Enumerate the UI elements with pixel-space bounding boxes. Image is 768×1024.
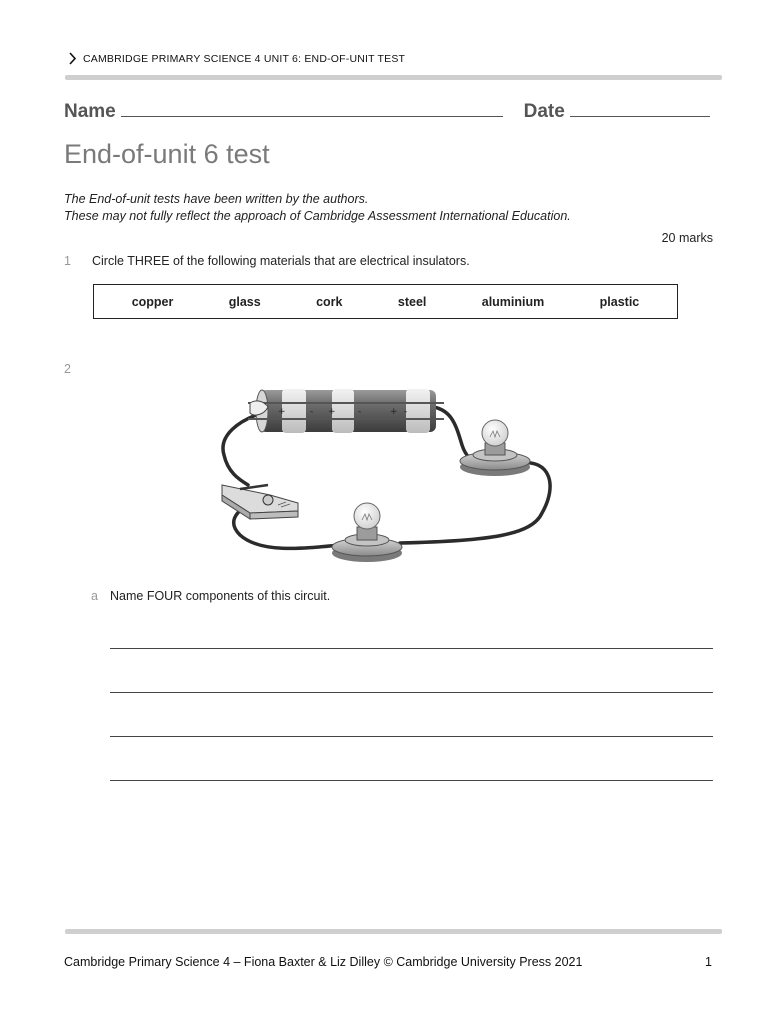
q2-number: 2: [64, 362, 71, 376]
page-title: End-of-unit 6 test: [64, 139, 270, 169]
name-label: Name: [64, 101, 116, 122]
battery-sign: -: [358, 407, 362, 417]
chevron-right-icon: [68, 52, 77, 65]
material-option[interactable]: plastic: [599, 294, 640, 309]
cell-band: [406, 389, 430, 433]
intro-note: [64, 191, 571, 225]
battery: [248, 389, 444, 433]
bulb-holder: [332, 503, 402, 562]
q1-number: 1: [64, 254, 71, 268]
q1-text: Circle THREE of the following materials that are electrical insulators.: [92, 254, 470, 268]
name-field[interactable]: [121, 98, 503, 117]
material-option[interactable]: cork: [316, 294, 343, 309]
battery-holder-rod: [248, 402, 444, 404]
battery-sign: -: [404, 407, 408, 417]
switch: [222, 485, 298, 519]
name-date-row: [64, 98, 710, 123]
battery-sign: +: [328, 407, 336, 417]
answer-line[interactable]: [110, 736, 713, 737]
material-option[interactable]: copper: [131, 294, 174, 309]
material-option[interactable]: aluminium: [481, 294, 545, 309]
battery-sign: -: [310, 407, 314, 417]
answer-line[interactable]: [110, 648, 713, 649]
bulb: [354, 503, 380, 529]
material-option[interactable]: glass: [228, 294, 261, 309]
battery-sign: +: [390, 407, 398, 417]
page-number: 1: [705, 955, 712, 969]
running-title: CAMBRIDGE PRIMARY SCIENCE 4 UNIT 6: END-OF-UNIT TEST: [83, 52, 406, 65]
answer-line[interactable]: [110, 780, 713, 781]
intro-line-2: These may not fully reflect the approach of Cambridge Assessment International Education.: [64, 209, 571, 223]
intro-line-1: The End-of-unit tests have been written by the authors.: [64, 192, 369, 206]
bulb: [482, 420, 508, 446]
footer-credit: Cambridge Primary Science 4 – Fiona Baxter & Liz Dilley © Cambridge University Press 2021: [64, 955, 583, 969]
battery-sign: +: [278, 407, 286, 417]
total-marks: 20 marks: [661, 231, 713, 245]
cell-band: [282, 389, 306, 433]
footer-divider: [65, 929, 722, 934]
material-option[interactable]: steel: [397, 294, 427, 309]
header-divider: [65, 75, 722, 80]
date-label: Date: [523, 101, 565, 122]
running-header: [68, 52, 405, 65]
q2a-letter: a: [91, 589, 98, 603]
battery-holder-rod: [248, 418, 444, 420]
circuit-diagram: [220, 385, 555, 565]
bulb-holder: [460, 420, 530, 476]
answer-line[interactable]: [110, 692, 713, 693]
materials-box: [93, 284, 678, 319]
q2a-text: Name FOUR components of this circuit.: [110, 589, 331, 603]
date-field[interactable]: [570, 98, 710, 117]
